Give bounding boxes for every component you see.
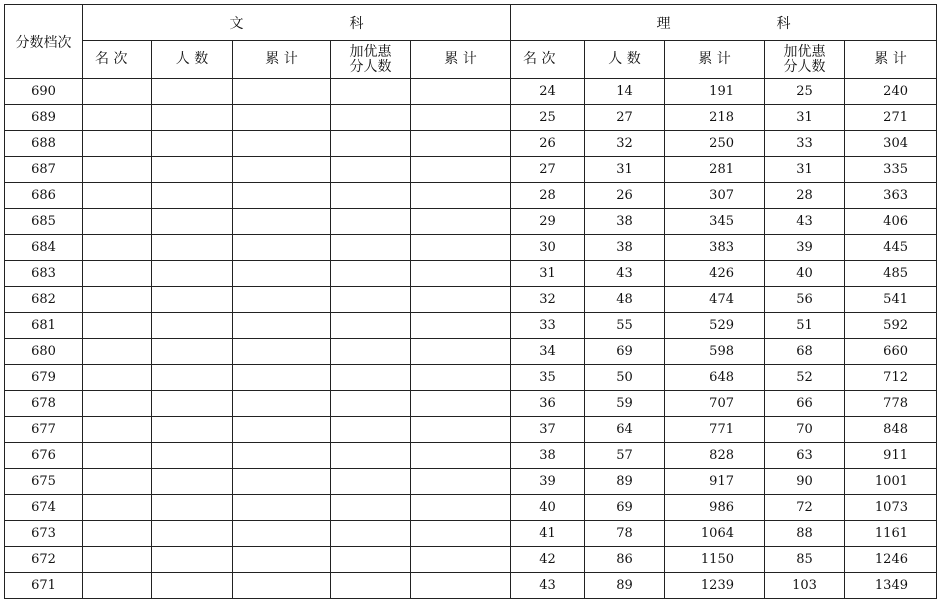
liberal-rank-header: 名 次: [83, 41, 152, 79]
science-cumulative-cell: 771: [665, 417, 765, 443]
table-row: [5, 261, 937, 287]
liberal-cumulative-cell: [233, 235, 331, 261]
science-bonus-cell: 52: [765, 365, 845, 391]
science-cumulative2-cell: 848: [845, 417, 937, 443]
liberal-cumulative2-cell: [411, 313, 511, 339]
science-rank-cell: 30: [511, 235, 585, 261]
science-cumulative2-cell: 335: [845, 157, 937, 183]
science-rank-cell: 39: [511, 469, 585, 495]
liberal-count-header: 人 数: [152, 41, 233, 79]
table-row: [5, 547, 937, 573]
liberal-bonus-cell: [331, 469, 411, 495]
liberal-rank-cell: [83, 495, 152, 521]
table-row: [5, 209, 937, 235]
liberal-count-cell: [152, 391, 233, 417]
science-rank-cell: 26: [511, 131, 585, 157]
science-cumulative2-cell: 1161: [845, 521, 937, 547]
science-rank-cell: 32: [511, 287, 585, 313]
science-bonus-cell: 25: [765, 79, 845, 105]
liberal-bonus-cell: [331, 261, 411, 287]
science-cumulative-cell: 345: [665, 209, 765, 235]
liberal-bonus-line1: 加优惠: [349, 43, 392, 60]
score-cell: 676: [5, 443, 83, 469]
liberal-bonus-cell: [331, 183, 411, 209]
liberal-cumulative-cell: [233, 79, 331, 105]
liberal-cumulative-cell: [233, 183, 331, 209]
science-count-cell: 27: [585, 105, 665, 131]
liberal-bonus-cell: [331, 79, 411, 105]
science-bonus-header: [765, 41, 845, 79]
liberal-cumulative2-cell: [411, 339, 511, 365]
score-cell: 677: [5, 417, 83, 443]
liberal-count-cell: [152, 417, 233, 443]
science-rank-cell: 28: [511, 183, 585, 209]
science-bonus-cell: 88: [765, 521, 845, 547]
liberal-cumulative2-cell: [411, 157, 511, 183]
science-cumulative-cell: 1064: [665, 521, 765, 547]
science-cumulative2-cell: 1073: [845, 495, 937, 521]
science-group-header: [511, 5, 937, 41]
table-row: [5, 157, 937, 183]
table-row: [5, 313, 937, 339]
liberal-count-cell: [152, 469, 233, 495]
science-rank-cell: 38: [511, 443, 585, 469]
liberal-rank-cell: [83, 235, 152, 261]
science-cumulative2-cell: 363: [845, 183, 937, 209]
liberal-cumulative-header: 累 计: [233, 41, 331, 79]
science-cumulative2-cell: 1349: [845, 573, 937, 599]
score-cell: 675: [5, 469, 83, 495]
science-count-cell: 89: [585, 469, 665, 495]
science-rank-cell: 43: [511, 573, 585, 599]
liberal-cumulative2-cell: [411, 495, 511, 521]
table-row: [5, 417, 937, 443]
liberal-cumulative2-cell: [411, 79, 511, 105]
liberal-cumulative-cell: [233, 547, 331, 573]
liberal-bonus-cell: [331, 105, 411, 131]
score-cell: 684: [5, 235, 83, 261]
science-cumulative-cell: 191: [665, 79, 765, 105]
science-bonus-cell: 39: [765, 235, 845, 261]
science-rank-cell: 34: [511, 339, 585, 365]
table-row: [5, 131, 937, 157]
liberal-rank-cell: [83, 131, 152, 157]
science-count-cell: 14: [585, 79, 665, 105]
liberal-cumulative-cell: [233, 261, 331, 287]
science-count-cell: 78: [585, 521, 665, 547]
science-cumulative2-cell: 485: [845, 261, 937, 287]
science-cumulative2-cell: 304: [845, 131, 937, 157]
table-row: [5, 183, 937, 209]
science-cumulative-cell: 707: [665, 391, 765, 417]
liberal-cumulative-cell: [233, 443, 331, 469]
liberal-cumulative-cell: [233, 157, 331, 183]
score-cell: 688: [5, 131, 83, 157]
liberal-bonus-cell: [331, 235, 411, 261]
science-bonus-cell: 103: [765, 573, 845, 599]
liberal-cumulative-cell: [233, 391, 331, 417]
table-row: [5, 443, 937, 469]
liberal-rank-cell: [83, 339, 152, 365]
score-cell: 672: [5, 547, 83, 573]
liberal-rank-cell: [83, 183, 152, 209]
liberal-rank-cell: [83, 365, 152, 391]
liberal-bonus-cell: [331, 131, 411, 157]
science-cumulative2-cell: 406: [845, 209, 937, 235]
science-cumulative-cell: 828: [665, 443, 765, 469]
liberal-rank-cell: [83, 443, 152, 469]
science-rank-cell: 37: [511, 417, 585, 443]
science-cumulative2-cell: 778: [845, 391, 937, 417]
liberal-count-cell: [152, 235, 233, 261]
score-cell: 687: [5, 157, 83, 183]
liberal-bonus-cell: [331, 495, 411, 521]
liberal-cumulative2-cell: [411, 183, 511, 209]
liberal-cumulative2-cell: [411, 547, 511, 573]
liberal-rank-cell: [83, 417, 152, 443]
score-cell: 680: [5, 339, 83, 365]
science-cumulative-header: 累 计: [665, 41, 765, 79]
liberal-count-cell: [152, 183, 233, 209]
science-bonus-cell: 43: [765, 209, 845, 235]
table-row: [5, 235, 937, 261]
liberal-count-cell: [152, 105, 233, 131]
liberal-cumulative2-header: 累 计: [411, 41, 511, 79]
science-cumulative2-cell: 541: [845, 287, 937, 313]
science-count-cell: 48: [585, 287, 665, 313]
science-cumulative-cell: 598: [665, 339, 765, 365]
score-cell: 685: [5, 209, 83, 235]
science-bonus-cell: 31: [765, 157, 845, 183]
science-count-header: 人 数: [585, 41, 665, 79]
liberal-count-cell: [152, 339, 233, 365]
science-cumulative2-header: 累 计: [845, 41, 937, 79]
science-bonus-cell: 85: [765, 547, 845, 573]
science-count-cell: 57: [585, 443, 665, 469]
science-cumulative2-cell: 592: [845, 313, 937, 339]
science-bonus-cell: 66: [765, 391, 845, 417]
table-body: [5, 79, 937, 599]
liberal-arts-label-2: 科: [349, 15, 364, 32]
liberal-cumulative2-cell: [411, 573, 511, 599]
science-cumulative2-cell: 1246: [845, 547, 937, 573]
science-bonus-line2: 分人数: [783, 58, 826, 75]
liberal-count-cell: [152, 261, 233, 287]
liberal-cumulative-cell: [233, 287, 331, 313]
liberal-rank-cell: [83, 261, 152, 287]
liberal-bonus-header: [331, 41, 411, 79]
liberal-arts-group-header: [83, 5, 511, 41]
liberal-cumulative2-cell: [411, 235, 511, 261]
liberal-count-cell: [152, 287, 233, 313]
score-cell: 674: [5, 495, 83, 521]
table-row: [5, 339, 937, 365]
science-cumulative-cell: 917: [665, 469, 765, 495]
science-bonus-cell: 33: [765, 131, 845, 157]
science-cumulative2-cell: 445: [845, 235, 937, 261]
liberal-rank-cell: [83, 391, 152, 417]
liberal-bonus-cell: [331, 313, 411, 339]
science-cumulative-cell: 426: [665, 261, 765, 287]
liberal-rank-cell: [83, 547, 152, 573]
liberal-bonus-cell: [331, 547, 411, 573]
liberal-cumulative-cell: [233, 339, 331, 365]
score-column-header: 分数档次: [5, 5, 83, 79]
liberal-cumulative2-cell: [411, 261, 511, 287]
liberal-count-cell: [152, 573, 233, 599]
science-cumulative-cell: 250: [665, 131, 765, 157]
science-rank-cell: 40: [511, 495, 585, 521]
science-rank-cell: 25: [511, 105, 585, 131]
science-cumulative2-cell: 240: [845, 79, 937, 105]
science-count-cell: 59: [585, 391, 665, 417]
science-count-cell: 69: [585, 495, 665, 521]
liberal-count-cell: [152, 547, 233, 573]
table-row: [5, 521, 937, 547]
liberal-bonus-line2: 分人数: [349, 58, 392, 75]
score-cell: 678: [5, 391, 83, 417]
science-cumulative2-cell: 712: [845, 365, 937, 391]
liberal-rank-cell: [83, 209, 152, 235]
science-cumulative-cell: 281: [665, 157, 765, 183]
science-count-cell: 64: [585, 417, 665, 443]
table-row: [5, 495, 937, 521]
science-rank-cell: 41: [511, 521, 585, 547]
liberal-bonus-cell: [331, 521, 411, 547]
liberal-count-cell: [152, 157, 233, 183]
science-label-1: 理: [656, 15, 671, 32]
science-bonus-cell: 70: [765, 417, 845, 443]
liberal-cumulative2-cell: [411, 443, 511, 469]
table-row: [5, 573, 937, 599]
liberal-cumulative2-cell: [411, 287, 511, 313]
liberal-rank-cell: [83, 105, 152, 131]
liberal-bonus-cell: [331, 417, 411, 443]
science-rank-cell: 33: [511, 313, 585, 339]
science-rank-cell: 42: [511, 547, 585, 573]
liberal-bonus-cell: [331, 157, 411, 183]
science-cumulative-cell: 986: [665, 495, 765, 521]
liberal-rank-cell: [83, 157, 152, 183]
liberal-bonus-cell: [331, 573, 411, 599]
liberal-count-cell: [152, 495, 233, 521]
science-bonus-cell: 40: [765, 261, 845, 287]
science-cumulative2-cell: 911: [845, 443, 937, 469]
table-row: [5, 365, 937, 391]
score-cell: 681: [5, 313, 83, 339]
science-bonus-line1: 加优惠: [783, 43, 826, 60]
science-count-cell: 38: [585, 209, 665, 235]
liberal-bonus-cell: [331, 443, 411, 469]
score-cell: 686: [5, 183, 83, 209]
table-row: [5, 469, 937, 495]
liberal-cumulative-cell: [233, 131, 331, 157]
science-count-cell: 50: [585, 365, 665, 391]
liberal-cumulative-cell: [233, 365, 331, 391]
science-count-cell: 38: [585, 235, 665, 261]
liberal-cumulative-cell: [233, 469, 331, 495]
liberal-cumulative-cell: [233, 105, 331, 131]
liberal-cumulative-cell: [233, 417, 331, 443]
score-cell: 682: [5, 287, 83, 313]
liberal-count-cell: [152, 313, 233, 339]
score-cell: 673: [5, 521, 83, 547]
science-bonus-cell: 28: [765, 183, 845, 209]
score-cell: 683: [5, 261, 83, 287]
liberal-bonus-cell: [331, 391, 411, 417]
science-rank-cell: 35: [511, 365, 585, 391]
liberal-rank-cell: [83, 469, 152, 495]
liberal-count-cell: [152, 365, 233, 391]
liberal-bonus-cell: [331, 365, 411, 391]
liberal-cumulative2-cell: [411, 365, 511, 391]
science-cumulative2-cell: 660: [845, 339, 937, 365]
science-count-cell: 32: [585, 131, 665, 157]
liberal-cumulative-cell: [233, 573, 331, 599]
science-bonus-cell: 90: [765, 469, 845, 495]
liberal-cumulative2-cell: [411, 521, 511, 547]
liberal-cumulative-cell: [233, 495, 331, 521]
liberal-rank-cell: [83, 79, 152, 105]
liberal-cumulative2-cell: [411, 417, 511, 443]
liberal-bonus-cell: [331, 209, 411, 235]
table-row: [5, 287, 937, 313]
liberal-rank-cell: [83, 573, 152, 599]
science-rank-cell: 24: [511, 79, 585, 105]
liberal-rank-cell: [83, 521, 152, 547]
liberal-cumulative2-cell: [411, 105, 511, 131]
science-rank-cell: 27: [511, 157, 585, 183]
science-cumulative-cell: 383: [665, 235, 765, 261]
science-cumulative2-cell: 271: [845, 105, 937, 131]
science-cumulative-cell: 1150: [665, 547, 765, 573]
science-count-cell: 26: [585, 183, 665, 209]
liberal-count-cell: [152, 79, 233, 105]
science-rank-cell: 29: [511, 209, 585, 235]
science-cumulative-cell: 218: [665, 105, 765, 131]
liberal-cumulative2-cell: [411, 469, 511, 495]
liberal-rank-cell: [83, 313, 152, 339]
liberal-bonus-cell: [331, 287, 411, 313]
science-count-cell: 31: [585, 157, 665, 183]
science-rank-cell: 36: [511, 391, 585, 417]
liberal-cumulative2-cell: [411, 131, 511, 157]
liberal-bonus-cell: [331, 339, 411, 365]
liberal-count-cell: [152, 443, 233, 469]
liberal-arts-label-1: 文: [229, 15, 244, 32]
science-cumulative2-cell: 1001: [845, 469, 937, 495]
science-count-cell: 43: [585, 261, 665, 287]
table-row: [5, 79, 937, 105]
science-bonus-cell: 31: [765, 105, 845, 131]
science-bonus-cell: 68: [765, 339, 845, 365]
liberal-count-cell: [152, 521, 233, 547]
score-cell: 690: [5, 79, 83, 105]
liberal-rank-cell: [83, 287, 152, 313]
science-cumulative-cell: 474: [665, 287, 765, 313]
science-rank-header: 名 次: [511, 41, 585, 79]
liberal-cumulative-cell: [233, 521, 331, 547]
science-bonus-cell: 56: [765, 287, 845, 313]
science-bonus-cell: 72: [765, 495, 845, 521]
science-cumulative-cell: 529: [665, 313, 765, 339]
score-distribution-table: [4, 4, 937, 599]
science-rank-cell: 31: [511, 261, 585, 287]
table-row: [5, 391, 937, 417]
science-cumulative-cell: 307: [665, 183, 765, 209]
score-cell: 671: [5, 573, 83, 599]
science-label-2: 科: [776, 15, 791, 32]
science-count-cell: 89: [585, 573, 665, 599]
science-count-cell: 86: [585, 547, 665, 573]
liberal-count-cell: [152, 209, 233, 235]
liberal-cumulative2-cell: [411, 391, 511, 417]
science-bonus-cell: 63: [765, 443, 845, 469]
liberal-cumulative-cell: [233, 209, 331, 235]
score-cell: 679: [5, 365, 83, 391]
liberal-cumulative-cell: [233, 313, 331, 339]
science-count-cell: 69: [585, 339, 665, 365]
science-count-cell: 55: [585, 313, 665, 339]
table-row: [5, 105, 937, 131]
liberal-count-cell: [152, 131, 233, 157]
science-bonus-cell: 51: [765, 313, 845, 339]
science-cumulative-cell: 1239: [665, 573, 765, 599]
liberal-cumulative2-cell: [411, 209, 511, 235]
score-cell: 689: [5, 105, 83, 131]
science-cumulative-cell: 648: [665, 365, 765, 391]
